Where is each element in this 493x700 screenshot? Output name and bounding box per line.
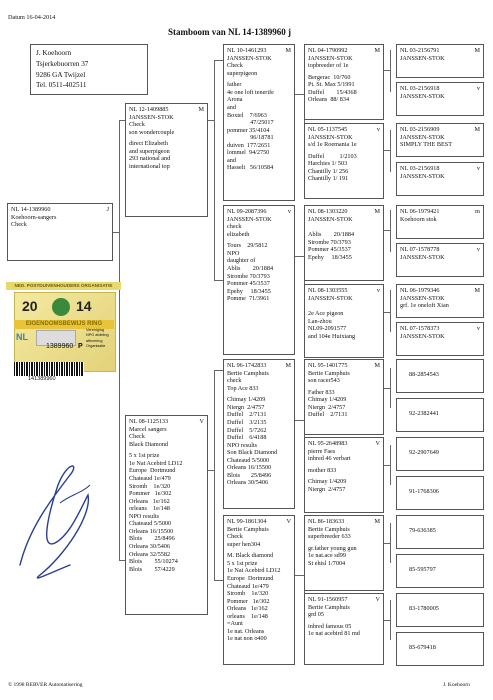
sex-marker: M — [474, 287, 480, 294]
side-label: Organisatie — [86, 343, 106, 348]
sex-marker: V — [375, 440, 380, 447]
sex-marker: M — [374, 362, 380, 369]
ring-number: NL 09-2087396 — [227, 208, 267, 215]
ring-number: NL 08-1125133 — [129, 418, 169, 425]
sex-marker: M — [374, 208, 380, 215]
pigeon-line: JANSSEN-STOK — [400, 133, 445, 141]
pigeon-line: Ablis 20/1884 — [227, 264, 274, 272]
ring-number: NL 07-1578778 — [400, 246, 440, 253]
pigeon-line: Orleans 30/5406 — [129, 543, 171, 550]
ring-number: NL 05-1137545 — [308, 126, 348, 133]
pigeon-line: Chimay 1/4209 — [308, 396, 347, 404]
pigeon-line: topbreeder of 1e — [308, 62, 349, 70]
sex-marker: v — [376, 126, 380, 133]
pigeon-line: Bertie Camphuis — [227, 369, 269, 377]
pigeon-line: Pommer 45/3537 — [227, 280, 270, 288]
pigeon-gen4-2[interactable] — [396, 82, 484, 116]
pigeon-line: Strombe 70/3793 — [308, 238, 351, 246]
pigeon-line: Tours 29/5812 — [227, 242, 268, 250]
pigeon-line: Duffel 6/4188 — [227, 434, 267, 442]
pigeon-line: Bertie Camphuis — [308, 369, 350, 377]
ring-number: 91-1768306 — [409, 488, 439, 495]
sex-marker: M — [285, 47, 291, 54]
pigeon-line: father — [227, 81, 242, 89]
pigeon-line: JANSSEN-STOK — [308, 215, 353, 223]
pigeon-ssd[interactable] — [304, 123, 384, 199]
owner-box — [30, 44, 148, 95]
pigeon-line: JANSSEN-STOK — [400, 172, 445, 180]
pigeon-line: Lan-zhou — [308, 317, 332, 325]
pigeon-line: Chimay 1/4209 — [227, 396, 266, 404]
sticker-band: NED. POSTDUIVENHOUDERS ORGANISATIE — [6, 282, 121, 290]
pigeon-line: Blois 55/10274 — [129, 558, 178, 566]
ring-number: NL 95-2648983 — [308, 440, 348, 447]
pigeon-line: St ehisl 1/7004 — [308, 559, 346, 567]
pigeon-line: Arona — [227, 96, 243, 104]
pigeon-line: orleans 1e/148 — [227, 612, 268, 620]
pigeon-line: orleans 1e/148 — [129, 505, 170, 513]
ring-number: NL 06-1979421 — [400, 208, 440, 215]
pigeon-line: 5 x 1st prize — [129, 452, 160, 460]
sticker-year-right: 14 — [76, 298, 92, 314]
pigeon-line: 47/25017 — [227, 119, 274, 127]
pigeon-line: Duffel 2/7131 — [227, 411, 267, 419]
pigeon-line: NPO results — [129, 512, 160, 520]
pigeon-line: Top Ace 833 — [227, 384, 259, 392]
pigeon-gen4-8[interactable] — [396, 322, 484, 356]
side-label: aflevering — [86, 338, 103, 343]
pigeon-line: Harchies 1/ 503 — [308, 160, 348, 168]
pigeon-dds[interactable] — [304, 515, 384, 591]
pigeon-line: Duffel 15/4368 — [308, 88, 357, 96]
sex-marker: M — [374, 518, 380, 525]
pigeon-line: 1e nat acebird 81 md — [308, 630, 360, 638]
pigeon-line: M. Black diamond — [227, 552, 274, 560]
pigeon-line: superbreeder 633 — [308, 533, 351, 541]
pigeon-line: Check — [227, 62, 243, 70]
pigeon-line: Orleans 16/15500 — [129, 527, 174, 535]
pigeon-line: Blois 57/4229 — [129, 565, 175, 573]
pigeon-line: JANSSEN-STOK — [400, 332, 445, 340]
sex-marker: M — [198, 106, 204, 113]
ring-number: 83-1780005 — [409, 605, 439, 612]
pigeon-line: Pommer 1e/302 — [227, 597, 270, 605]
pigeon-line: JANSSEN-STOK — [129, 113, 174, 121]
pigeon-line: and 104e Huixiang — [308, 332, 356, 340]
pigeon-line: Orleans 1e/162 — [129, 497, 170, 505]
pigeon-gen4-5[interactable] — [396, 205, 484, 239]
pigeon-line: Duffel 5/7262 — [227, 426, 267, 434]
pigeon-gen4-14[interactable] — [396, 554, 484, 588]
pigeon-sss[interactable] — [304, 44, 384, 120]
pigeon-line: s/d 1e Roemania 1e — [308, 141, 357, 149]
pigeon-subject[interactable] — [7, 203, 113, 261]
sex-marker: V — [286, 518, 291, 525]
ring-number: NL 03-2156909 — [400, 126, 440, 133]
pigeon-gen4-1[interactable] — [396, 44, 484, 78]
pigeon-line: son wondercouple — [129, 128, 175, 136]
pigeon-gen4-15[interactable] — [396, 593, 484, 627]
pigeon-line: JANSSEN-STOK — [308, 294, 353, 302]
pigeon-line: direct Elizabeth — [129, 140, 168, 148]
pigeon-line: check — [227, 377, 242, 385]
pigeon-line: Orleans 30/5406 — [227, 479, 269, 487]
sex-marker: M — [374, 47, 380, 54]
pigeon-line: Duffel 2/7131 — [308, 411, 348, 419]
pigeon-line: Chateaud 5/5000 — [227, 456, 270, 464]
pigeon-line: JANSSEN-STOK — [400, 253, 445, 261]
pigeon-line: Bertie Camphuis — [227, 525, 269, 533]
pigeon-line: SIMPLY THE BEST — [400, 141, 452, 149]
pigeon-line: Boxtel 7/6963 — [227, 111, 267, 119]
pigeon-gen4-9[interactable] — [396, 359, 484, 393]
pigeon-line: Pomme 71/3961 — [227, 295, 270, 303]
pigeon-line: JANSSEN-STOK — [227, 215, 272, 223]
owner-street: Tsjerkebuorren 37 — [36, 59, 89, 68]
pigeon-line: and — [227, 103, 236, 111]
pigeon-line: son racer543 — [308, 377, 340, 385]
pigeon-line: Chateaud 5/5000 — [129, 520, 172, 528]
pigeon-line: JANSSEN-STOK — [308, 54, 353, 62]
pigeon-line: Chateaud 1e/479 — [227, 582, 269, 590]
pigeon-gen4-10[interactable] — [396, 398, 484, 432]
barcode-icon — [14, 362, 84, 376]
pigeon-line: Epehy 18/3455 — [308, 253, 352, 261]
side-label: Vereniging — [86, 328, 104, 332]
ring-number: 79-636385 — [409, 527, 436, 534]
ring-certificate-sticker — [6, 272, 121, 392]
sticker-ring: 1389960 — [46, 343, 74, 350]
ring-number: NL 08-1303220 — [308, 208, 348, 215]
pigeon-line: =Aunt — [227, 620, 243, 628]
pigeon-line: JANSSEN-STOK — [400, 54, 445, 62]
sticker-title: EIGENDOMSBEWIJS RING — [14, 320, 114, 329]
pigeon-line: Strombe 70/3793 — [227, 272, 270, 280]
pigeon-gen4-3[interactable] — [396, 123, 484, 157]
pigeon-line: 1e Nat Acebird LD12 — [129, 459, 183, 467]
pigeon-line: 1e nat.ace sd99 — [308, 552, 346, 560]
pigeon-line: lommel 94/2750 — [227, 149, 270, 157]
ring-number: NL 86-183633 — [308, 518, 345, 525]
ring-number: NL 99-1861304 — [227, 518, 267, 525]
pigeon-sds[interactable] — [304, 205, 384, 281]
sticker-year-left: 20 — [22, 298, 38, 314]
ring-number: NL 08-1303555 — [308, 287, 348, 294]
pigeon-line: Orleans 1e/162 — [227, 605, 268, 613]
pigeon-dam[interactable] — [125, 415, 208, 615]
owner-name: J. Koehoorn — [36, 49, 72, 57]
ring-number: NL 96-1742833 — [227, 362, 267, 369]
pigeon-line: Chateaud 1e/479 — [129, 474, 171, 482]
pigeon-line: Chantilly 1/ 256 — [308, 167, 349, 175]
ring-number: NL 91-1560957 — [308, 596, 348, 603]
pigeon-line: JANSSEN-STOK — [227, 54, 272, 62]
sex-marker: M — [474, 126, 480, 133]
pigeon-line: 1e nat non o400 — [227, 635, 267, 643]
pigeon-line: JANSSEN-STOK — [400, 294, 445, 302]
pigeon-gen4-11[interactable] — [396, 437, 484, 471]
npo-logo-icon — [52, 298, 70, 316]
pigeon-sire-sire[interactable] — [223, 44, 295, 201]
pigeon-dam-sire[interactable] — [223, 359, 295, 509]
sex-marker: v — [287, 208, 291, 215]
pigeon-line: Stromb 1e/320 — [129, 482, 171, 490]
pigeon-line: inbred famous 05 — [308, 622, 352, 630]
pigeon-ddd[interactable] — [304, 593, 384, 665]
owner-city: 9286 GA Twijzel — [36, 70, 86, 79]
pigeon-line: Koehoorn stok — [400, 215, 437, 223]
pigeon-line: 96/18781 — [227, 134, 274, 142]
pigeon-line: Bertie Camphuis — [308, 603, 350, 611]
pigeon-line: duiven 177/2651 — [227, 141, 271, 149]
sex-marker: V — [199, 418, 204, 425]
ring-number: NL 03-2156918 — [400, 165, 440, 172]
ring-number: NL 03-2156918 — [400, 85, 440, 92]
pigeon-line: NPO results — [227, 441, 258, 449]
print-date: Datum 16-04-2014 — [8, 14, 56, 21]
pigeon-line: pommer 35/4104 — [227, 126, 270, 134]
pigeon-line: Chimay 1/4209 — [308, 478, 347, 486]
pigeon-line: JANSSEN-STOK — [400, 92, 445, 100]
pigeon-dsd[interactable] — [304, 437, 384, 513]
pigeon-line: elizabeth — [227, 230, 250, 238]
sex-marker: v — [476, 325, 480, 332]
pigeon-line: and superpigeon — [129, 147, 170, 155]
ring-number: 88-2854543 — [409, 371, 439, 378]
pigeon-line: Orleans 88/ 834 — [308, 96, 350, 104]
pigeon-line: Europe Dortmund — [129, 467, 176, 475]
sex-marker: v — [476, 246, 480, 253]
sex-marker: m — [475, 208, 480, 215]
pigeon-line: 4e one loft tenerife — [227, 88, 274, 96]
ring-number: NL 06-1979346 — [400, 287, 440, 294]
ring-number: 92-2382441 — [409, 410, 439, 417]
pigeon-line: NL09-2091577 — [308, 325, 347, 333]
pigeon-line: Check — [227, 533, 243, 541]
pigeon-line: Ablis 20/1884 — [308, 231, 355, 239]
ring-number: 85-679418 — [409, 644, 436, 651]
pigeon-line: Black Diamond — [129, 440, 169, 448]
pigeon-line: Europe Dortmund — [227, 574, 274, 582]
pigeon-line: grd 05 — [308, 611, 324, 619]
pigeon-line: Koehoorn-sangers — [11, 213, 57, 221]
pigeon-line: Check — [129, 433, 145, 441]
pigeon-line: 1e Nat Acebird LD12 — [227, 567, 281, 575]
pigeon-gen4-7[interactable] — [396, 284, 484, 318]
pigeon-line: mother 833 — [308, 466, 337, 474]
pigeon-line: and — [227, 156, 236, 164]
page-title: Stamboom van NL 14-1389960 j — [168, 27, 292, 37]
sticker-letter: P — [78, 343, 83, 350]
side-label: NPO afdeling — [86, 333, 109, 338]
pigeon-line: Stromb 1e/320 — [227, 590, 269, 598]
pigeon-line: 2e Ace pigeon — [308, 310, 344, 318]
pigeon-gen4-16[interactable] — [396, 632, 484, 666]
ring-number: 85-595797 — [409, 566, 436, 573]
pigeon-sdd[interactable] — [304, 284, 384, 358]
pigeon-line: Orleans 32/5582 — [129, 550, 171, 558]
sex-marker: v — [476, 165, 480, 172]
pigeon-line: Blois 25/8496 — [129, 535, 175, 543]
sex-marker: V — [375, 596, 380, 603]
pigeon-line: Chantilly 1/ 191 — [308, 175, 349, 183]
pigeon-line: JANSSEN-STOK — [308, 133, 353, 141]
pigeon-line: Check — [11, 221, 27, 229]
pigeon-line: Niergn 2/4757 — [227, 403, 265, 411]
pigeon-dss[interactable] — [304, 359, 384, 435]
ring-number: 92-2907649 — [409, 449, 439, 456]
ring-number: NL 95-1401775 — [308, 362, 348, 369]
pigeon-line: Pt. St. Max 5/1991 — [308, 81, 355, 89]
pigeon-sire[interactable] — [125, 103, 208, 217]
pigeon-line: Bertie Camphuis — [308, 525, 350, 533]
pigeon-sire-dam[interactable] — [223, 205, 295, 355]
pigeon-line: superpigeon — [227, 69, 258, 77]
ring-number: NL 10-1461293 — [227, 47, 267, 54]
footer-owner: J. Koehoorn — [443, 682, 470, 688]
pigeon-line: Blois 25/8496 — [227, 471, 272, 479]
pigeon-line: Duffel 1/2103 — [308, 152, 357, 160]
pigeon-gen4-12[interactable] — [396, 476, 484, 510]
pigeon-line: Niergn 2/4757 — [308, 485, 346, 493]
pigeon-line: gr.father young gun — [308, 544, 357, 552]
footer-copyright: © 1998 BERVER Automatisering — [8, 682, 83, 688]
pigeon-line: check — [227, 223, 242, 231]
ring-number: NL 04-1790992 — [308, 47, 348, 54]
pigeon-line: 5 x 1st prize — [227, 559, 258, 567]
sex-marker: J — [106, 206, 109, 213]
pigeon-line: Bergerac 10/760 — [308, 73, 351, 81]
pigeon-dam-dam[interactable] — [223, 515, 295, 665]
sticker-side-labels — [86, 328, 109, 349]
ring-number: NL 03-2156791 — [400, 47, 440, 54]
pigeon-line: Marcel sangers — [129, 425, 167, 433]
ring-number: NL 07-1578373 — [400, 325, 440, 332]
sex-marker: M — [474, 47, 480, 54]
pigeon-line: NPO — [227, 249, 240, 257]
pigeon-line: international top — [129, 162, 170, 170]
signature-icon — [10, 455, 110, 585]
sex-marker: v — [476, 85, 480, 92]
pigeon-line: Duffel 3/2135 — [227, 418, 267, 426]
pigeon-line: super hen304 — [227, 540, 261, 548]
ring-number: NL 12-1409885 — [129, 106, 169, 113]
pigeon-line: pierre Faes — [308, 447, 336, 455]
pigeon-line: Niergn 2/4757 — [308, 403, 346, 411]
barcode-number: 141389960 — [28, 376, 56, 382]
pigeon-line: 1e nat. Orleans — [227, 627, 265, 635]
pigeon-line: Orleans 16/15500 — [227, 464, 272, 472]
pigeon-line: Check — [129, 121, 145, 129]
pigeon-gen4-4[interactable] — [396, 162, 484, 196]
pigeon-line: inbred 46 verbart — [308, 455, 351, 463]
pigeon-line: Son Black Diamond — [227, 449, 278, 457]
pigeon-gen4-13[interactable] — [396, 515, 484, 549]
pigeon-line: grf. 1e oneloft Xian — [400, 302, 449, 310]
pigeon-line: daughter of — [227, 257, 256, 265]
pigeon-line: Epehy 18/3455 — [227, 287, 271, 295]
owner-phone: Tel. 0511-402511 — [36, 81, 87, 90]
sex-marker: M — [285, 362, 291, 369]
pigeon-line: Hasselt 56/10584 — [227, 164, 274, 172]
sex-marker: v — [376, 287, 380, 294]
pigeon-line: Pommer 45/3537 — [308, 246, 351, 254]
pigeon-gen4-6[interactable] — [396, 243, 484, 277]
pigeon-line: 293 national and — [129, 155, 171, 163]
pigeon-line: Father 833 — [308, 388, 335, 396]
ring-number: NL 14-1389960 — [11, 206, 51, 213]
pigeon-line: Pommer 1e/302 — [129, 490, 172, 498]
sticker-country: NL — [16, 332, 28, 342]
